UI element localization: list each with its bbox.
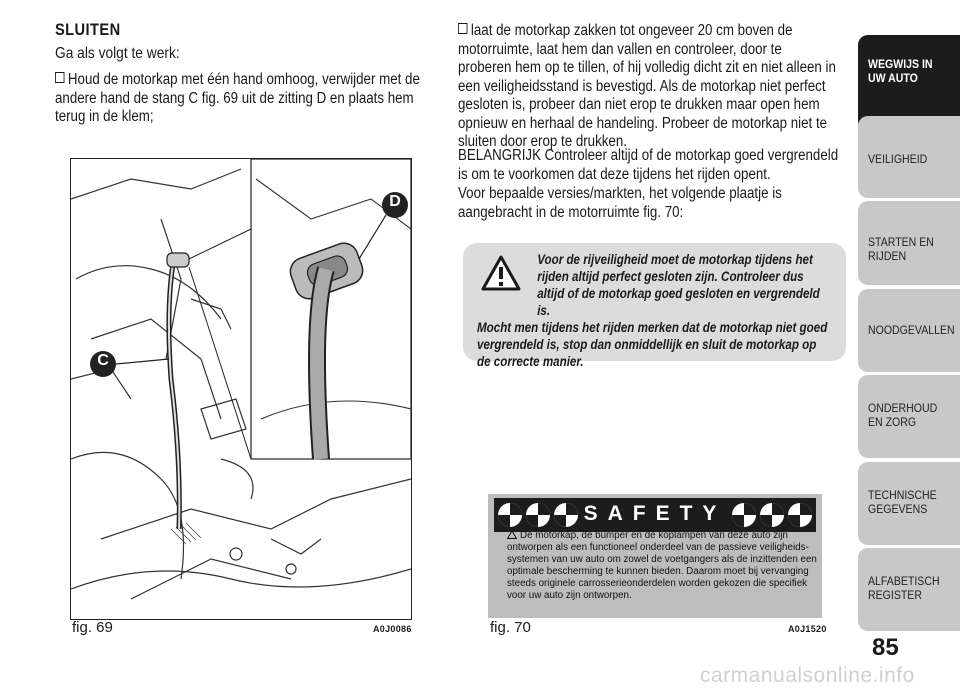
figure-70-caption: fig. 70: [490, 619, 531, 636]
tab-onderhoud[interactable]: [858, 375, 960, 458]
instruction-step-2-text: laat de motorkap zakken tot ongeveer 20 cm boven de motorruimte, laat hem dan vallen en controleer, door te proberen hem op te tillen, of hij volledig dicht zit en niet alleen in een veiligheidsstand is bevestigd. Als de motorkap niet perfect gesloten is, probeer dan niet erop te drukken maar open hem opnieuw en herhaal de handeling. Probeer de motorkap niet te sluiten door erop te drukken.: [458, 22, 836, 150]
figure-69-code: A0J0086: [373, 624, 412, 634]
label-d: D: [389, 193, 401, 210]
figure-70-code: A0J1520: [788, 624, 827, 634]
section-heading: SLUITEN: [55, 20, 121, 39]
intro-text: Ga als volgt te werk:: [55, 45, 180, 62]
tab-technische[interactable]: [858, 462, 960, 545]
checkbox-bullet-icon: [55, 72, 64, 83]
figure-69-caption: fig. 69: [72, 619, 113, 636]
tab-starten-label: STARTEN EN RIJDEN: [868, 235, 934, 263]
instruction-step-2: [458, 22, 838, 152]
important-note: BELANGRIJK Controleer altijd of de motorkap goed vergrendeld is om te voorkomen dat deze tijdens het rijden opent.: [458, 147, 839, 183]
label-note: Voor bepaalde versies/markten, het volgende plaatje is aangebracht in de motorruimte fig. 70:: [458, 185, 782, 221]
label-c: C: [97, 352, 109, 369]
tab-wegwijs-label: WEGWIJS IN UW AUTO: [868, 57, 933, 85]
tab-alfabetisch[interactable]: [858, 548, 960, 631]
instruction-step-1: [55, 71, 433, 127]
warning-text: [477, 251, 828, 370]
tab-technische-label: TECHNISCHE GEGEVENS: [868, 488, 937, 516]
page-number: 85: [872, 634, 899, 661]
watermark: carmanualsonline.info: [700, 664, 915, 687]
tab-starten[interactable]: [858, 201, 960, 285]
figure-69-illustration: [70, 158, 412, 620]
tab-noodgevallen-label: NOODGEVALLEN: [868, 323, 955, 337]
safety-warning-icon: [507, 530, 517, 539]
tab-veiligheid[interactable]: [858, 116, 960, 198]
instruction-step-1-text: Houd de motorkap met één hand omhoog, verwijder met de andere hand de stang C fig. 69 uit de zitting D en plaats hem terug in de klem;: [55, 71, 420, 125]
tab-alfabetisch-label: ALFABETISCH REGISTER: [868, 574, 940, 602]
safety-word: SAFETY: [583, 502, 727, 525]
tab-veiligheid-label: VEILIGHEID: [868, 152, 928, 166]
checkbox-bullet-icon: [458, 23, 467, 34]
tab-noodgevallen[interactable]: [858, 289, 960, 372]
warning-text-a: Voor de rijveiligheid moet de motorkap tijdens het rijden altijd perfect gesloten zijn. Controleer dus altijd of de motorkap goed gesloten en vergrendeld is.: [537, 252, 820, 318]
warning-text-b: Mocht men tijdens het rijden merken dat de motorkap niet goed vergrendeld is, stop dan onmiddellijk en sluit de motorkap op de correcte manier.: [477, 320, 828, 369]
safety-label-body: De motorkap, de bumper en de koplampen van deze auto zijn ontworpen als een functioneel onderdeel van de passieve veiligheids-systemen van uw auto om zowel de voetgangers als de inzittenden een optimale bescherming te kunnen bieden. Daarom moet bij vervanging steeds originele carrosserieonderdelen worden gekozen die specifiek voor uw auto zijn ontworpen.: [507, 530, 817, 601]
hood-rod-drawing: [71, 159, 411, 619]
safety-label-text: [507, 530, 817, 602]
warning-box: [463, 243, 846, 369]
tab-onderhoud-label: ONDERHOUD EN ZORG: [868, 401, 938, 429]
